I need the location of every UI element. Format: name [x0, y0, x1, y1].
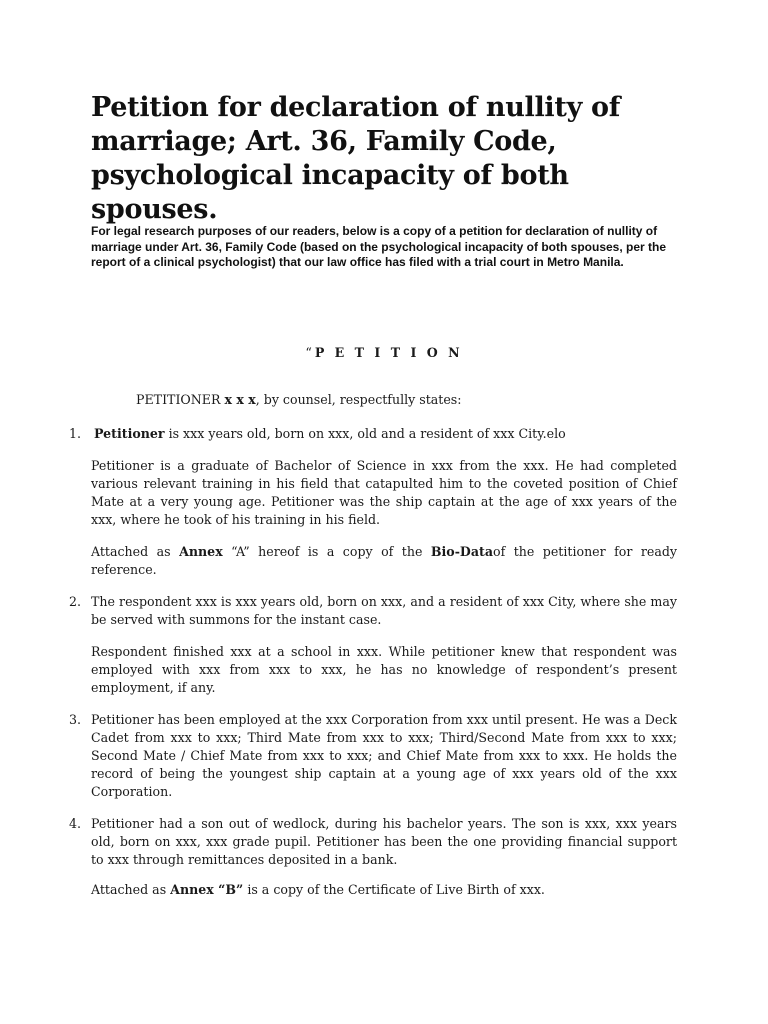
annex-a-biodata: Bio-Data	[430, 544, 493, 559]
item-4-text: Petitioner had a son out of wedlock, during his bachelor years. The son is xxx, xxx years old, born on xxx, xxx grade pupil. Petitioner has been the one providing financial support to xxx through remittances deposited in a bank.	[91, 816, 677, 867]
petition-heading	[0, 344, 768, 362]
item-1-lead: Petitioner	[94, 426, 165, 441]
annex-a-paragraph	[91, 543, 677, 579]
petitioner-name: x x x	[224, 392, 256, 407]
item-number-4: 4.	[69, 816, 82, 831]
page-title: Petition for declaration of nullity of marriage; Art. 36, Family Code, psychological incapacity of both spouses.	[91, 92, 621, 225]
item-number-3: 3.	[69, 712, 82, 727]
annex-b-p2: is a copy of the Certificate of Live Birth of xxx.	[243, 882, 545, 897]
annex-a-label: “A”	[222, 544, 250, 559]
opening-suffix: , by counsel, respectfully states:	[255, 392, 462, 407]
opening-statement	[136, 391, 462, 409]
item-3-text: Petitioner has been employed at the xxx Corporation from xxx until present. He was a Deck Cadet from xxx to xxx; Third Mate from xxx to xxx; Third/Second Mate from xxx to xxx; Second Mate / Chief Mate from xxx to xxx; and Chief Mate from xxx to xxx. He holds the record of being the youngest ship captain at a young age of xxx years old of the xxx Corporation.	[91, 712, 677, 799]
graduate-paragraph: Petitioner is a graduate of Bachelor of Science in xxx from the xxx. He had completed various relevant training in his field that catapulted him to the coveted position of Chief Mate at a very young age. Petitioner was the ship captain at the age of xxx years of the xxx, where he took of his training in his field.	[91, 458, 677, 527]
item-number-2: 2.	[69, 594, 82, 609]
item-2-text: The respondent xxx is xxx years old, born on xxx, and a resident of xxx City, where she may be served with summons for the instant case.	[91, 594, 677, 627]
opening-prefix: PETITIONER	[136, 392, 225, 407]
heading-open-quote: “	[305, 345, 315, 360]
item-number-1: 1.	[69, 426, 82, 441]
item-1-text	[94, 425, 680, 443]
heading-word: P E T I T I O N	[314, 345, 463, 360]
annex-b-paragraph	[91, 881, 677, 899]
annex-b-word: Annex	[170, 882, 214, 897]
respondent-work-paragraph: Respondent finished xxx at a school in xxx. While petitioner knew that respondent was employed with xxx from xxx to xxx, he has no knowledge of respondent’s present employment, if any.	[91, 644, 677, 695]
item-1-rest: is xxx years old, born on xxx, old and a resident of xxx City.elo	[164, 426, 566, 441]
annex-b-p1: Attached as	[91, 882, 171, 897]
annex-a-word: Annex	[179, 544, 223, 559]
annex-b-label: “B”	[213, 882, 244, 897]
annex-a-p3: of the petitioner for ready reference.	[91, 544, 677, 577]
annex-a-p2: hereof is a copy of the	[249, 544, 431, 559]
annex-a-p1: Attached as	[91, 544, 180, 559]
intro-text: For legal research purposes of our readers, below is a copy of a petition for declaration of nullity of marriage under Art. 36, Family Code (based on the psychological incapacity of both spouses, per the report of a clinical psychologist) that our law office has filed with a trial court in Metro Manila.	[91, 224, 667, 269]
